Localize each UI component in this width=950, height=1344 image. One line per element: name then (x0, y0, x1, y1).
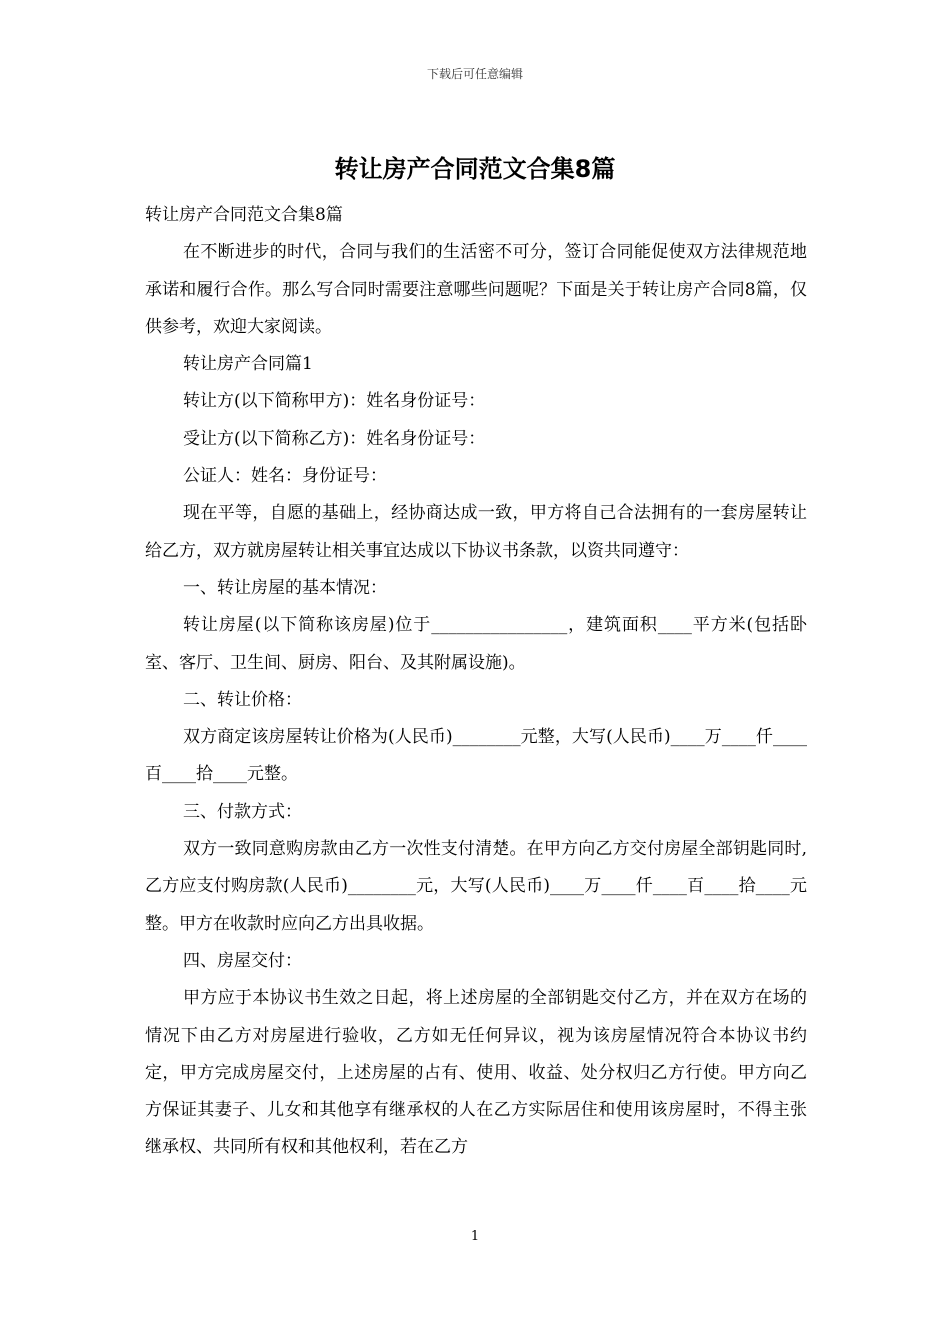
clause-heading-1: 一、转让房屋的基本情况： (183, 577, 387, 598)
page-number: 1 (470, 1229, 480, 1244)
clause-heading-4: 四、房屋交付： (183, 950, 302, 971)
clause-body-4: 甲方应于本协议书生效之日起，将上述房屋的全部钥匙交付乙方，并在双方在场的情况下由乙方对房屋进行验收，乙方如无任何异议，视为该房屋情况符合本协议书约定，甲方完成房屋交付，上述房屋的占有、使用、收益、处分权归乙方行使。甲方向乙方保证其妻子、儿女和其他享有继承权的人在乙方实际居住和使用该房屋时，不得主张继承权、共同所有权和其他权利，若在乙方 (145, 988, 807, 1158)
intro-paragraph: 在不断进步的时代，合同与我们的生活密不可分，签订合同能促使双方法律规范地承诺和履行合作。那么写合同时需要注意哪些问题呢？下面是关于转让房产合同8篇，仅供参考，欢迎大家阅读。 (145, 242, 807, 337)
document-body (145, 197, 807, 1167)
clause-body-1: 转让房屋(以下简称该房屋)位于________________，建筑面积____平方米(包括卧室、客厅、卫生间、厨房、阳台、及其附属设施)。 (145, 615, 807, 673)
document-title: 转让房产合同范文合集8篇 (334, 155, 616, 183)
clause-body-2: 双方商定该房屋转让价格为(人民币)________元整，大写(人民币)____万____仟____百____拾____元整。 (145, 727, 807, 785)
section-heading: 转让房产合同篇1 (183, 354, 313, 375)
clause-heading-2: 二、转让价格： (183, 689, 302, 710)
party-a-line: 转让方(以下简称甲方)：姓名身份证号： (183, 391, 486, 412)
preamble-paragraph: 现在平等，自愿的基础上，经协商达成一致，甲方将自己合法拥有的一套房屋转让给乙方，双方就房屋转让相关事宜达成以下协议书条款，以资共同遵守： (145, 503, 807, 561)
party-b-line: 受让方(以下简称乙方)：姓名身份证号： (183, 428, 486, 449)
notary-line: 公证人：姓名：身份证号： (183, 466, 387, 487)
header-note: 下载后可任意编辑 (426, 67, 523, 81)
clause-heading-3: 三、付款方式： (183, 801, 302, 822)
subtitle-paragraph: 转让房产合同范文合集8篇 (145, 205, 343, 225)
clause-body-3: 双方一致同意购房款由乙方一次性支付清楚。在甲方向乙方交付房屋全部钥匙同时,乙方应支付购房款(人民币)________元，大写(人民币)____万____仟____百____拾____元整。甲方在收款时应向乙方出具收据。 (145, 839, 807, 934)
